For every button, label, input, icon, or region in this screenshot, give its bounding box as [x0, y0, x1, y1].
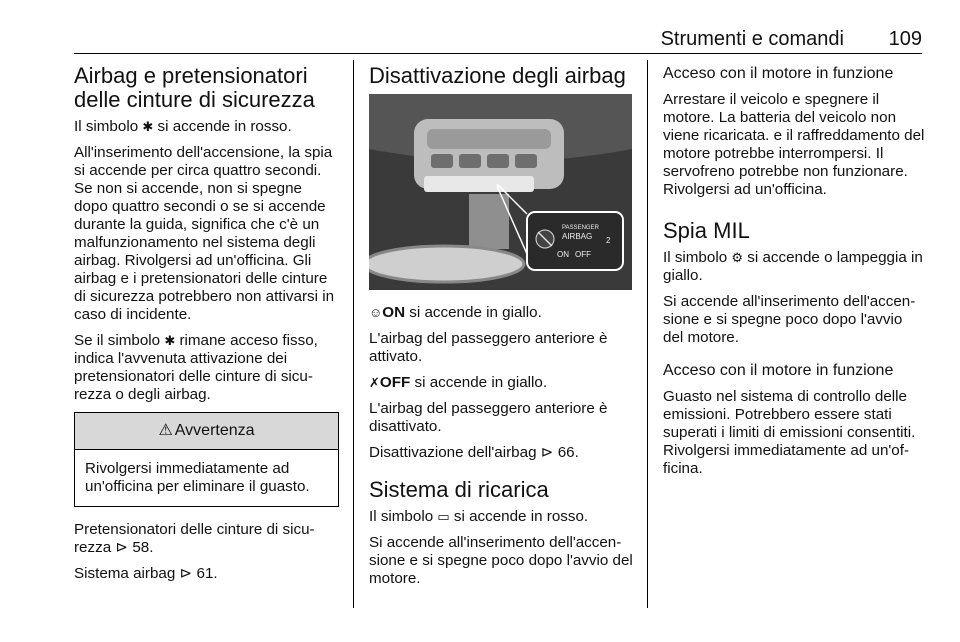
warning-header: ⚠ Avvertenza	[75, 413, 338, 450]
column-3	[663, 64, 926, 486]
airbag-off-line: ✗OFF si accende in giallo.	[369, 374, 548, 391]
warning-body: Rivolgersi immediatamente ad un'officina per eliminare il guasto.	[85, 460, 310, 495]
column-divider-2	[647, 60, 648, 608]
charging-para-1: Il simbolo ▭ si accende in rosso.	[369, 508, 589, 525]
airbag-para-2: All'inserimento dell'accensione, la spia si accende per circa quattro secondi. Se non si accende, non si spegne dopo quattro secondi o se si accende durante la guida, significa che c'è un malfunzionamento nel sistema degli airbag. Rivolgersi ad un'officina. Gli airbag e i pretensionatori delle cinture di sicurezza potrebbero non attivarsi in caso di incidente.	[74, 144, 335, 323]
ref-page-link[interactable]: 66	[557, 444, 575, 461]
panel-off-label: OFF	[575, 250, 591, 259]
airbag-on-icon: ☺	[369, 305, 383, 320]
mil-para-2: Si accende all'inserimento dell'accensione e si spegne poco dopo l'avvio del motore.	[663, 293, 916, 346]
panel-passenger-label: PASSENGER	[562, 225, 599, 231]
airbag-heading: Airbag e pretensionatori delle cinture di sicurezza	[74, 63, 315, 112]
ref-arrow-icon: ⊳	[540, 444, 554, 461]
engine-running-heading-1: Acceso con il motore in funzione	[663, 65, 894, 82]
panel-airbag-label: AIRBAG	[562, 232, 593, 241]
page-header	[74, 28, 922, 52]
charging-para-2: Si accende all'inserimento dell'accensione e si spegne poco dopo l'avvio del motore.	[369, 534, 633, 587]
page-number: 109	[888, 28, 922, 50]
ref-arrow-icon: ⊳	[179, 565, 193, 582]
warning-triangle-icon: ⚠	[158, 422, 173, 439]
header-rule	[74, 53, 922, 54]
deactivation-heading: Disattivazione degli airbag	[369, 63, 626, 88]
airbag-para-3: Se il simbolo ✱ rimane acceso fisso, indica l'avvenuta attivazione dei pretensionatori delle cinture di sicurezza o degli airbag.	[74, 332, 318, 403]
ref-pretensioners: Pretensionatori delle cinture di sicurezza ⊳ 58.	[74, 521, 315, 556]
engine-icon: ⚙	[731, 250, 744, 265]
airbag-para-1: Il simbolo ✱ si accende in rosso.	[74, 118, 292, 135]
battery-icon: ▭	[437, 509, 450, 524]
ref-page-link[interactable]: 58	[132, 539, 150, 556]
overhead-console-photo	[369, 94, 632, 290]
mil-para-1: Il simbolo ⚙ si accende o lampeggia in giallo.	[663, 249, 923, 284]
warning-box	[74, 412, 339, 507]
console-illustration	[369, 94, 632, 290]
charging-heading: Sistema di ricarica	[369, 477, 549, 502]
panel-on-label: ON	[557, 250, 569, 259]
mil-heading: Spia MIL	[663, 218, 750, 243]
ref-arrow-icon: ⊳	[115, 539, 129, 556]
engine-running-text-2: Guasto nel sistema di controllo delle emissioni. Potrebbero essere stati superati i limiti di emissioni consentiti. Rivolgersi immediatamente ad un'officina.	[663, 388, 916, 477]
column-2	[369, 64, 634, 596]
column-1	[74, 64, 339, 591]
airbag-off-icon: ✗	[369, 375, 380, 390]
engine-running-text-1: Arrestare il veicolo e spegnere il motore. La batteria del veicolo non viene ricaricata. e il raffreddamento del motore potrebbe interrompersi. Il servofreno potrebbe non funzionare. Rivolgersi ad un'officina.	[663, 91, 925, 198]
ref-airbag-system: Sistema airbag ⊳ 61.	[74, 565, 218, 582]
section-title: Strumenti e comandi	[660, 28, 844, 50]
airbag-on-line: ☺ON si accende in giallo.	[369, 304, 542, 321]
airbag-off-desc: L'airbag del passeggero anteriore è disattivato.	[369, 400, 608, 435]
engine-running-heading-2: Acceso con il motore in funzione	[663, 362, 894, 379]
column-divider-1	[353, 60, 354, 608]
seat-airbag-icon: ✱	[164, 333, 176, 348]
ref-page-link[interactable]: 61	[196, 565, 214, 582]
airbag-on-desc: L'airbag del passeggero anteriore è attivato.	[369, 330, 608, 365]
panel-number: 2	[606, 236, 611, 245]
ref-deactivation: Disattivazione dell'airbag ⊳ 66.	[369, 444, 579, 461]
seat-airbag-icon: ✱	[142, 119, 154, 134]
